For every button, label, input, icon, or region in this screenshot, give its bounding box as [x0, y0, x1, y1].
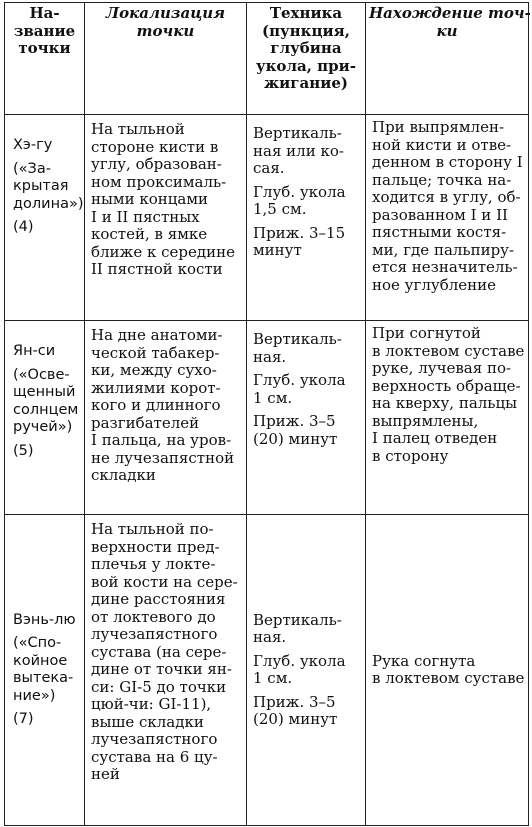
finding-line: ми, где пальпиру-: [372, 240, 515, 259]
technique-depth-line: 1 см.: [253, 669, 293, 687]
technique-cautery-line: Приж. 3–5: [253, 692, 336, 711]
technique-depth-line: Глуб. укола: [253, 371, 346, 389]
location-line: разгибателей: [91, 413, 200, 432]
technique-cautery-line: (20) минут: [253, 429, 338, 448]
finding-line: денном в сторону I: [372, 153, 523, 171]
finding-line: пальце; точка на-: [372, 170, 512, 189]
point-number: (7): [13, 711, 34, 727]
point-translation-line: долина»): [13, 195, 84, 212]
finding-line: верхность обраще-: [372, 376, 521, 395]
location-cell: [85, 515, 247, 826]
finding-line: в сторону: [372, 446, 449, 465]
technique-depth-line: Глуб. укола: [253, 182, 346, 201]
technique-depth-line: 1 см.: [253, 388, 293, 407]
point-name: Вэнь-лю: [13, 611, 76, 628]
acupoint-table: [4, 2, 529, 826]
location-line: сустава на 6 цу-: [91, 747, 218, 766]
technique-line: Вертикаль-: [253, 124, 342, 142]
technique-line: ная.: [253, 347, 287, 366]
location-line: не лучезапястной: [91, 448, 235, 467]
technique-line: Вертикаль-: [253, 330, 342, 348]
location-line: стороне кисти в: [91, 137, 219, 156]
technique-cell: [247, 115, 366, 321]
location-line: ными концами: [91, 190, 209, 208]
location-line: костей, в ямке: [91, 225, 208, 243]
point-translation-line: солнцем: [13, 401, 79, 418]
finding-cell: [366, 321, 529, 515]
location-cell: [85, 321, 247, 515]
header-finding-line: Нахождение точ-: [369, 4, 531, 22]
finding-cell: [366, 115, 529, 321]
technique-line: ная.: [253, 628, 287, 646]
technique-cell: [247, 515, 366, 826]
finding-line: в локтевом суставе: [372, 669, 525, 687]
point-name: Ян-си: [13, 343, 56, 359]
point-translation-line: («За-: [13, 160, 51, 177]
header-name-line: точки: [18, 39, 71, 57]
location-line: лучезапястного: [91, 730, 218, 748]
header-technique: [247, 3, 366, 115]
point-name-cell: [5, 115, 85, 321]
header-finding: [366, 3, 529, 115]
location-line: жилиями корот-: [91, 378, 221, 397]
finding-line: Рука согнута: [372, 651, 476, 670]
location-line: ном проксималь-: [91, 172, 227, 191]
header-location-line: Локализация: [105, 4, 226, 22]
header-technique-line: Техника: [269, 4, 343, 22]
finding-line: ется незначитель-: [372, 258, 518, 276]
point-translation-line: («Осве-: [13, 366, 70, 383]
finding-line: ходится в углу, об-: [372, 188, 521, 206]
location-line: лучезапястного: [91, 625, 218, 643]
finding-line: При выпрямлен-: [372, 118, 505, 136]
finding-line: I палец отведен: [372, 429, 498, 447]
finding-line: пястными костя-: [372, 223, 507, 241]
location-line: дине от точки ян-: [91, 660, 232, 678]
header-name-line: звание: [13, 21, 76, 40]
point-translation-line: ние»): [13, 687, 56, 704]
finding-line: разованном I и II: [372, 205, 508, 224]
location-line: ней: [91, 765, 120, 783]
header-name-line: На-: [29, 4, 60, 22]
point-translation-line: крытая: [13, 178, 69, 194]
location-line: верхности пред-: [91, 537, 220, 556]
technique-line: Вертикаль-: [253, 610, 342, 629]
point-translation-line: койное: [13, 652, 68, 669]
location-cell: [85, 115, 247, 321]
finding-line: на кверху, пальцы: [372, 394, 518, 412]
technique-depth-line: Глуб. укола: [253, 651, 346, 670]
technique-cautery-line: Приж. 3–5: [253, 412, 336, 430]
technique-cautery-line: Приж. 3–15: [253, 223, 346, 242]
point-translation-line: вытека-: [13, 670, 74, 686]
header-location: [85, 3, 247, 115]
header-location-line: точки: [136, 21, 195, 40]
point-number: (4): [13, 219, 34, 235]
technique-depth-line: 1,5 см.: [253, 200, 307, 218]
header-row: [5, 3, 529, 115]
location-line: I пальца, на уров-: [91, 431, 232, 449]
location-line: На тыльной по-: [91, 520, 214, 538]
location-line: ки, между сухо-: [91, 361, 217, 379]
technique-line: сая.: [253, 159, 285, 177]
header-finding-line: ки: [436, 21, 458, 40]
location-line: цюй-чи: GI-11),: [91, 695, 212, 713]
point-number: (5): [13, 442, 34, 459]
point-name: Хэ-гу: [13, 137, 53, 153]
point-translation-line: («Спо-: [13, 635, 62, 651]
finding-line: в локтевом суставе: [372, 341, 525, 360]
location-line: кого и длинного: [91, 396, 221, 414]
technique-cautery-line: (20) минут: [253, 710, 338, 728]
table-row: [5, 115, 529, 321]
header-name: [5, 3, 85, 115]
point-translation-line: щенный: [13, 384, 76, 400]
location-line: I и II пястных: [91, 207, 200, 226]
finding-line: выпрямлены,: [372, 411, 479, 430]
location-line: си: GI-5 до точки: [91, 677, 227, 696]
location-line: углу, образован-: [91, 155, 222, 173]
header-technique-line: укола, при-: [256, 56, 356, 75]
header-technique-line: глубина: [270, 39, 342, 57]
location-line: от локтевого до: [91, 607, 216, 626]
location-line: вой кости на сере-: [91, 572, 238, 591]
location-line: складки: [91, 466, 156, 484]
location-line: выше складки: [91, 712, 204, 731]
location-line: II пястной кости: [91, 260, 223, 278]
finding-line: При согнутой: [372, 324, 481, 342]
table-row: [5, 321, 529, 515]
location-line: сустава (на сере-: [91, 642, 227, 661]
technique-line: ная или ко-: [253, 141, 344, 160]
location-line: ближе к середине: [91, 242, 236, 261]
technique-cautery-line: минут: [253, 241, 302, 259]
technique-cell: [247, 321, 366, 515]
finding-line: руке, лучевая по-: [372, 359, 512, 377]
table-row: [5, 515, 529, 826]
header-technique-line: жигание): [264, 74, 348, 92]
location-line: На тыльной: [91, 120, 185, 138]
point-name-cell: [5, 321, 85, 515]
finding-line: ной кисти и отве-: [372, 135, 512, 154]
location-line: ческой табакер-: [91, 343, 220, 362]
location-line: На дне анатоми-: [91, 326, 223, 344]
finding-line: ное углубление: [372, 275, 497, 294]
finding-cell: [366, 515, 529, 826]
point-name-cell: [5, 515, 85, 826]
location-line: плечья у локте-: [91, 555, 216, 573]
header-technique-line: (пункция,: [261, 21, 350, 40]
location-line: дине расстояния: [91, 590, 226, 608]
point-translation-line: ручей»): [13, 419, 73, 435]
